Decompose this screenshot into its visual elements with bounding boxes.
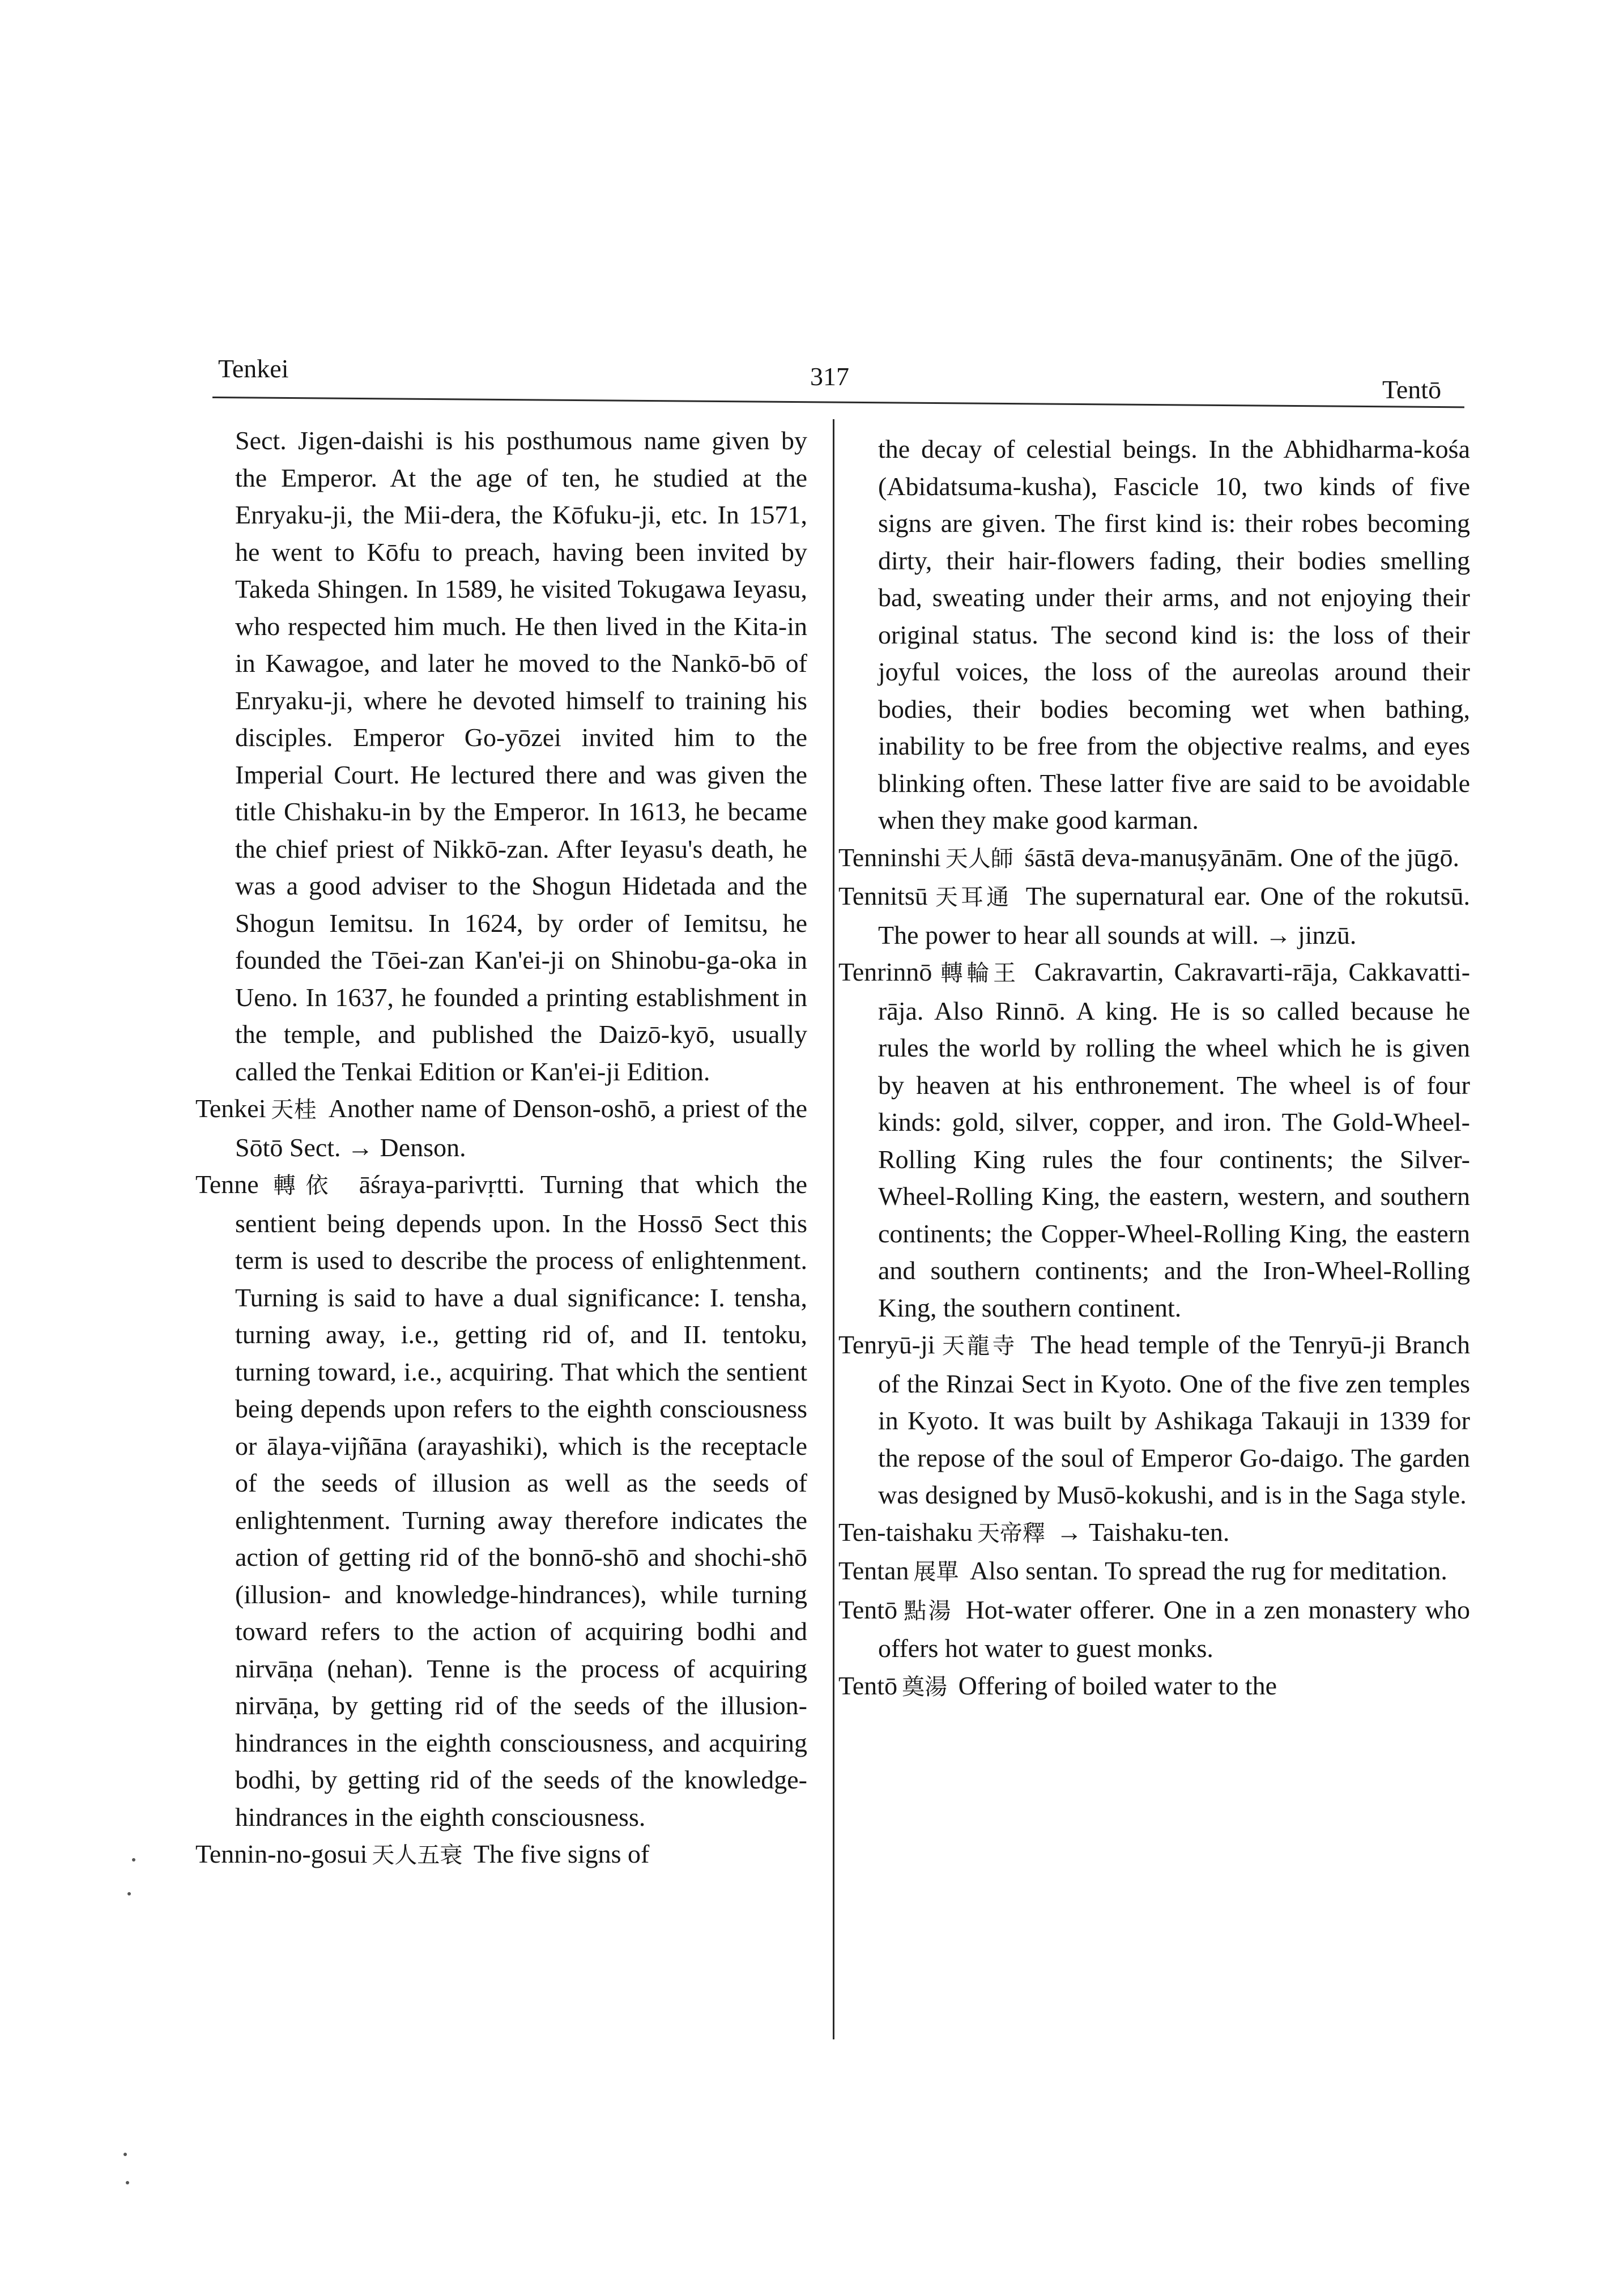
dictionary-entry [838,1326,1470,1514]
entry-text: The five signs of [473,1839,650,1868]
entry-text: Cakravartin, Cakravarti-rāja, Cakkavatti-rāja. Also Rinnō. A king. He is so called because he rules the world by rolling the wheel which he is given by heaven at his enthronement. The wheel is of four kinds: gold, silver, copper, and iron. The Gold-Wheel-Rolling King rules the four continents; the Silver-Wheel-Rolling King, the eastern, western, and southern continents; the Copper-Wheel-Rolling King, the eastern and southern continents; and the Iron-Wheel-Rolling King, the southern continent. [878,957,1471,1322]
left-column [195,422,807,1875]
entry-text: Sect. Jigen-daishi is his posthumous name given by the Emperor. At the age of ten, he studied at the Enryaku-ji, the Mii-dera, the Kōfuku-ji, etc. In 1571, he went to Kōfu to preach, having been invited by Takeda Shingen. In 1589, he visited Tokugawa Ieyasu, who respected him much. He then lived in the Kita-in in Kawagoe, and later he moved to the Nankō-bō of Enryaku-ji, where he devoted himself to training his disciples. Emperor Go-yōzei invited him to the Imperial Court. He lectured there and was given the title Chishaku-in by the Emperor. In 1613, he became the chief priest of Nikkō-zan. After Ieyasu's death, he was a good adviser to the Shogun Hidetada and the Shogun Iemitsu. In 1624, by order of Iemitsu, he founded the Tōei-zan Kan'ei-ji on Shinobu-ga-oka in Ueno. In 1637, he founded a printing establishment in the temple, and published the Daizō-kyō, usually called the Tenkai Edition or Kan'ei-ji Edition. [235,426,807,1086]
entry-headword: Tennin-no-gosui [195,1839,368,1868]
entry-headword: Tentō [838,1595,898,1624]
entry-headword: Tenrinnō [838,957,932,986]
entry-kanji: 天帝釋 [977,1520,1045,1547]
running-head-left: Tenkei [218,354,289,383]
entry-text: Also sentan. To spread the rug for meditation. [970,1556,1447,1585]
dictionary-entry [838,953,1470,1326]
entry-text: Hot-water offerer. One in a zen monastery who offers hot water to guest monks. [878,1595,1470,1663]
dictionary-entry [838,1667,1470,1706]
entry-kanji: 天人五衰 [372,1842,463,1868]
entry-kanji: 點湯 [902,1598,953,1624]
entry-kanji: 天桂 [270,1097,317,1123]
entry-kanji: 天人師 [945,845,1013,872]
entry-kanji: 天耳通 [932,884,1012,910]
entry-headword: Tentō [838,1671,898,1700]
entry-headword: Tennitsū [838,881,928,910]
entry-kanji: 奠湯 [902,1673,948,1700]
entry-headword: Tenryū-ji [838,1330,935,1359]
dictionary-entry [195,1090,807,1166]
dictionary-entry [838,1514,1470,1553]
entry-headword: Ten-taishaku [838,1517,973,1547]
entry-kanji: 天龍寺 [939,1333,1017,1359]
entry-text: the decay of celestial beings. In the Abhidharma-kośa (Abidatsuma-kusha), Fascicle 10, two kinds of five signs are given. The first kind is: their robes becoming dirty, their hair-flowers fading, their bodies smelling bad, sweating under their arms, and not enjoying their original status. The second kind is: the loss of their joyful voices, the loss of the aureolas around their bodies, their bodies becoming wet when bathing, inability to be free from the objective realms, and eyes blinking often. These latter five are said to be avoidable when they make good karman. [878,435,1470,834]
running-head-right: Tentō [1382,375,1442,404]
dictionary-entry [838,1552,1470,1591]
entry-text: śāstā deva-manuṣyānām. One of the jūgō. [1024,842,1459,872]
dictionary-entry [195,1835,807,1875]
entry-text: Offering of boiled water to the [958,1671,1277,1700]
entry-continuation [838,431,1470,839]
entry-text: → Taishaku-ten. [1056,1517,1230,1547]
entry-headword: Tenne [195,1170,259,1199]
page-number: 317 [810,362,849,391]
dictionary-entry [838,877,1470,953]
entry-kanji: 展單 [913,1559,959,1585]
entry-kanji: 轉輪王 [936,960,1020,986]
dictionary-entry [838,839,1470,878]
dictionary-entry [838,1591,1470,1667]
entry-text: Another name of Denson-oshō, a priest of the Sōtō Sect. → Denson. [235,1094,808,1162]
dictionary-entry [195,1166,807,1835]
scan-speck [123,2153,127,2156]
entry-headword: Tenkei [195,1094,266,1123]
entry-text: The head temple of the Tenryū-ji Branch of the Rinzai Sect in Kyoto. One of the five zen temples in Kyoto. It was built by Ashikaga Takauji in 1339 for the repose of the soul of Emperor Go-daigo. The garden was designed by Musō-kokushi, and is in the Saga style. [878,1330,1470,1509]
entry-text: The supernatural ear. One of the rokutsū. The power to hear all sounds at will. → jinzū. [878,881,1471,949]
entry-text: āśraya-parivṛtti. Turning that which the sentient being depends upon. In the Hossō Sect this term is used to describe the process of enlightenment. Turning is said to have a dual significance: I. tensha, turning away, i.e., getting rid of, and II. tentoku, turning toward, i.e., acquiring. That which the sentient being depends upon refers to the eighth consciousness or ālaya-vijñāna (arayashiki), which is the receptacle of the seeds of illusion as well as the seeds of enlightenment. Turning away therefore indicates the action of getting rid of the bonnō-shō and shochi-shō (illusion- and knowledge-hindrances), while turning toward refers to the action of acquiring bodhi and nirvāṇa (nehan). Tenne is the process of acquiring nirvāṇa, by getting rid of the seeds of the illusion-hindrances in the eighth consciousness, and acquiring bodhi, by getting rid of the seeds of the knowledge-hindrances in the eighth consciousness. [235,1170,807,1831]
column-divider [833,419,834,2039]
scan-speck [132,1858,135,1861]
header-rule [212,397,1464,408]
entry-kanji: 轉依 [263,1173,338,1199]
scan-speck [127,1892,131,1895]
entry-headword: Tentan [838,1556,909,1585]
entry-continuation [195,422,807,1090]
entry-headword: Tenninshi [838,842,941,872]
right-column [838,431,1470,1706]
scan-speck [126,2181,129,2184]
